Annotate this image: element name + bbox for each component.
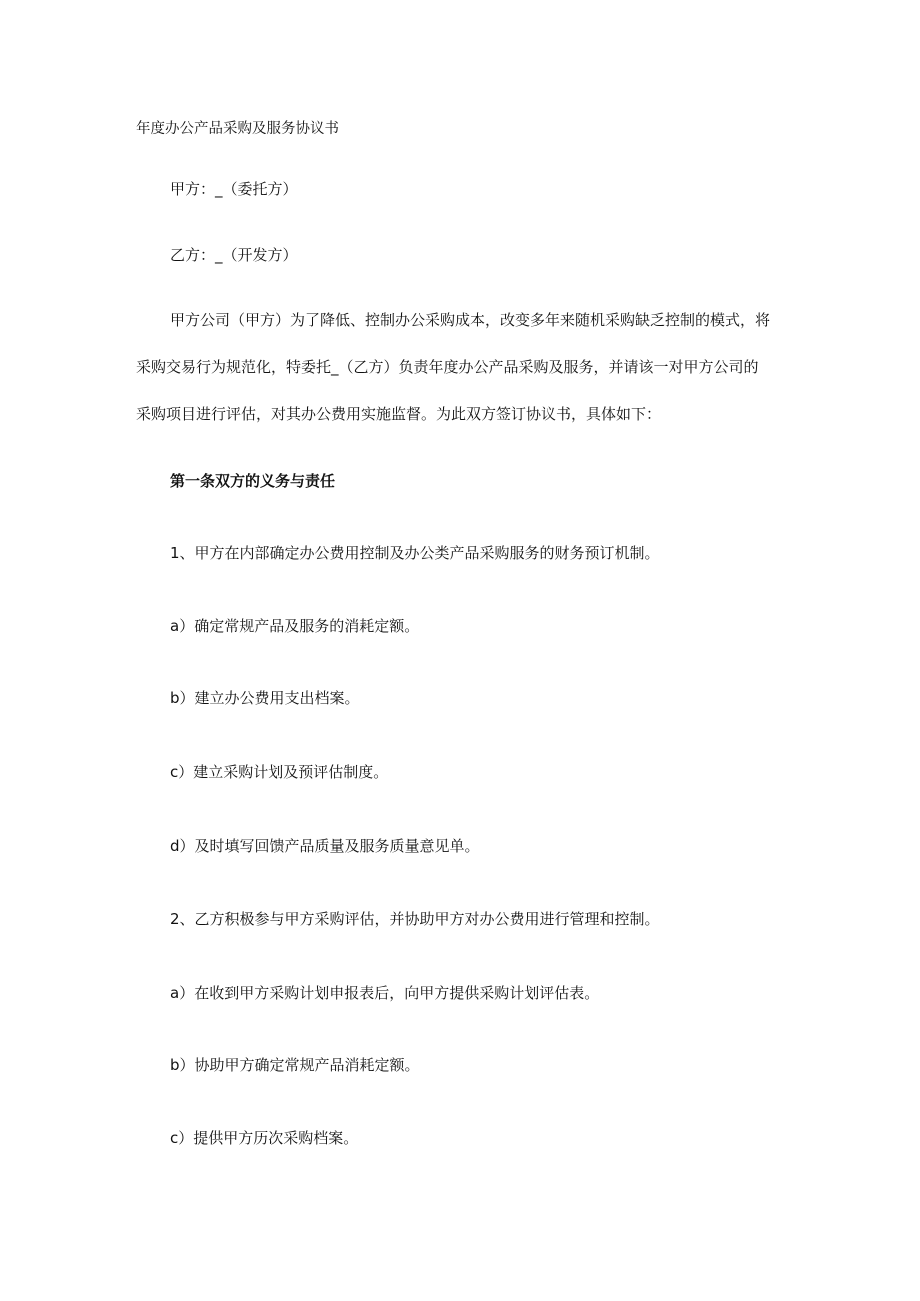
intro-paragraph-line: 甲方公司（甲方）为了降低、控制办公采购成本，改变多年来随机采购缺乏控制的模式，将: [170, 311, 771, 329]
clause-subitem: d）及时填写回馈产品质量及服务质量意见单。: [170, 837, 480, 855]
clause-subitem: c）提供甲方历次采购档案。: [170, 1129, 359, 1147]
clause-item-1: 1、甲方在内部确定办公费用控制及办公类产品采购服务的财务预订机制。: [170, 544, 660, 562]
document-title: 年度办公产品采购及服务协议书: [136, 121, 339, 137]
intro-paragraph-line: 采购项目进行评估，对其办公费用实施监督。为此双方签订协议书，具体如下：: [136, 405, 662, 423]
clause-item-2: 2、乙方积极参与甲方采购评估，并协助甲方对办公费用进行管理和控制。: [170, 910, 660, 928]
clause-subitem: a）在收到甲方采购计划申报表后，向甲方提供采购计划评估表。: [170, 984, 600, 1002]
clause-subitem: a）确定常规产品及服务的消耗定额。: [170, 617, 420, 635]
party-b-line: 乙方：_（开发方）: [170, 246, 298, 264]
intro-paragraph-line: 采购交易行为规范化，特委托_（乙方）负责年度办公产品采购及服务，并请该一对甲方公司的: [136, 358, 759, 376]
clause-subitem: b）建立办公费用支出档案。: [170, 689, 360, 707]
party-a-line: 甲方：_（委托方）: [170, 180, 298, 198]
clause-subitem: b）协助甲方确定常规产品消耗定额。: [170, 1056, 420, 1074]
clause-subitem: c）建立采购计划及预评估制度。: [170, 763, 389, 781]
section-heading: 第一条双方的义务与责任: [170, 472, 336, 490]
